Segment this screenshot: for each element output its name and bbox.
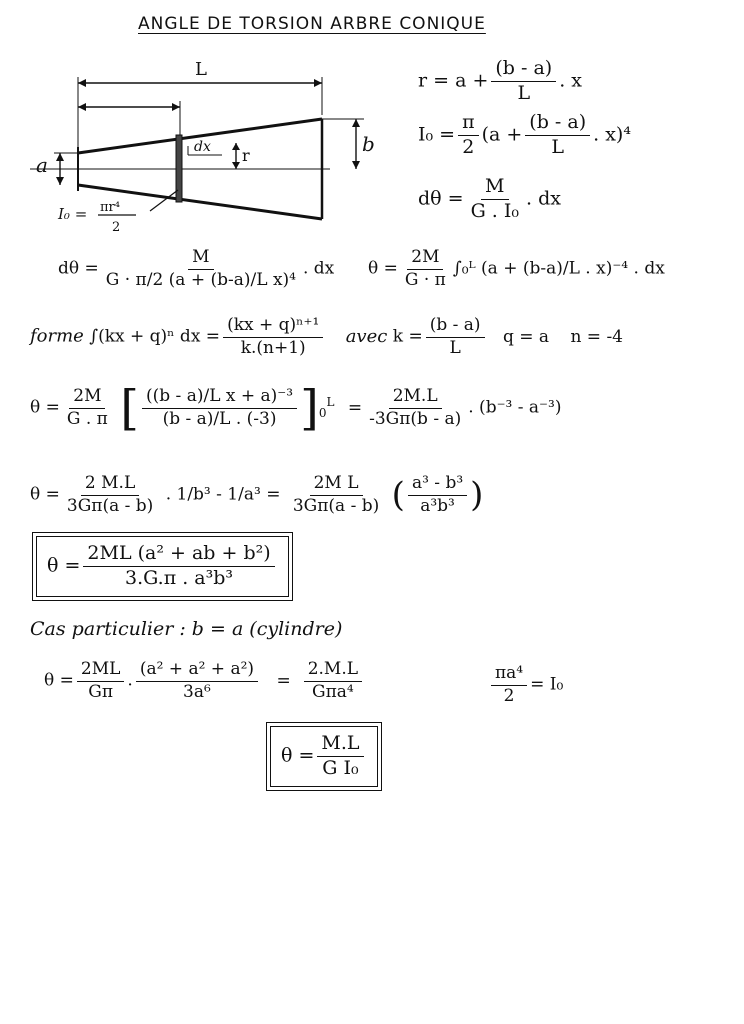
label-a: a bbox=[36, 153, 48, 177]
label-b: b bbox=[362, 132, 375, 156]
special-case-heading: Cas particulier : b = a (cylindre) bbox=[30, 618, 343, 640]
label-io-num: πr⁴ bbox=[100, 200, 120, 215]
eq-theta-cylinder: θ = $\frac{2ML}{G\pi}$ . $\frac{\text{(a² + a² + a²)}}{\text{3a⁶}}$ = $\frac{2.M.L}{\text{Gπa⁴}}$ bbox=[44, 660, 365, 702]
label-dx: dx bbox=[194, 139, 211, 155]
boxed-result-cylinder: θ = $\frac{M.L}{\text{G I₀}}$ bbox=[270, 726, 378, 787]
element-dx bbox=[176, 135, 182, 202]
eq-theta-integral: θ = $\frac{2M}{G \cdot \pi}$ ∫₀ᴸ (a + (b-a)/L . x)⁻⁴ . dx bbox=[368, 247, 665, 290]
conical-shaft-diagram bbox=[30, 55, 390, 240]
eq-theta-bracket: θ = $\frac{2M}{G . \pi}$ [ $\frac{\text{((b - a)/L x + a)⁻³}}{(b - a)/L . (-3)}$ ]$_0^L$ = $\frac{2M.L}{-3G\pi(b - a)}$ . (b⁻³ - a⁻³) bbox=[30, 380, 562, 436]
page-title: ANGLE DE TORSION ARBRE CONIQUE bbox=[138, 14, 486, 34]
io-leader bbox=[150, 190, 178, 211]
eq-inertia: I₀ = $\frac{\pi}{2}$ (a + $\frac{(b - a)}{L}$ . x)⁴ bbox=[418, 111, 631, 158]
label-io-den: 2 bbox=[112, 220, 121, 235]
eq-theta-expanded: θ = $\frac{2 M.L}{3G\pi(a - b)}$ . 1/b³ - 1/a³ = $\frac{\text{2M L}}{3G\pi(a - b)}$ ( $\frac{\text{a³ - b³}}{\text{a³b³}}$ ) bbox=[30, 473, 484, 516]
label-L: L bbox=[195, 59, 207, 80]
eq-radius: r = a + $\frac{(b - a)}{L}$ . x bbox=[418, 57, 582, 104]
eq-io-cylinder: $\frac{\text{πa⁴}}{2}$ = I₀ bbox=[488, 664, 563, 706]
eq-dtheta-full: dθ = $\frac{M}{\text{G · π/2 (a + (b-a)/L x)⁴}}$ . dx bbox=[58, 247, 335, 290]
label-r: r bbox=[242, 146, 250, 165]
label-io: I₀ = bbox=[58, 205, 88, 223]
eq-integral-form: forme ∫(kx + q)ⁿ dx = $\frac{\text{(kx + q)ⁿ⁺¹}}{k.(n+1)}$ avec k = $\frac{(b - a)}{L}$ q = a n = -4 bbox=[30, 315, 623, 358]
boxed-result-general: θ = $\frac{\text{2ML (a² + ab + b²)}}{\text{3.G.π . a³b³}}$ bbox=[36, 536, 289, 597]
eq-dtheta-short: dθ = $\frac{M}{\text{G . I₀}}$ . dx bbox=[418, 175, 561, 222]
